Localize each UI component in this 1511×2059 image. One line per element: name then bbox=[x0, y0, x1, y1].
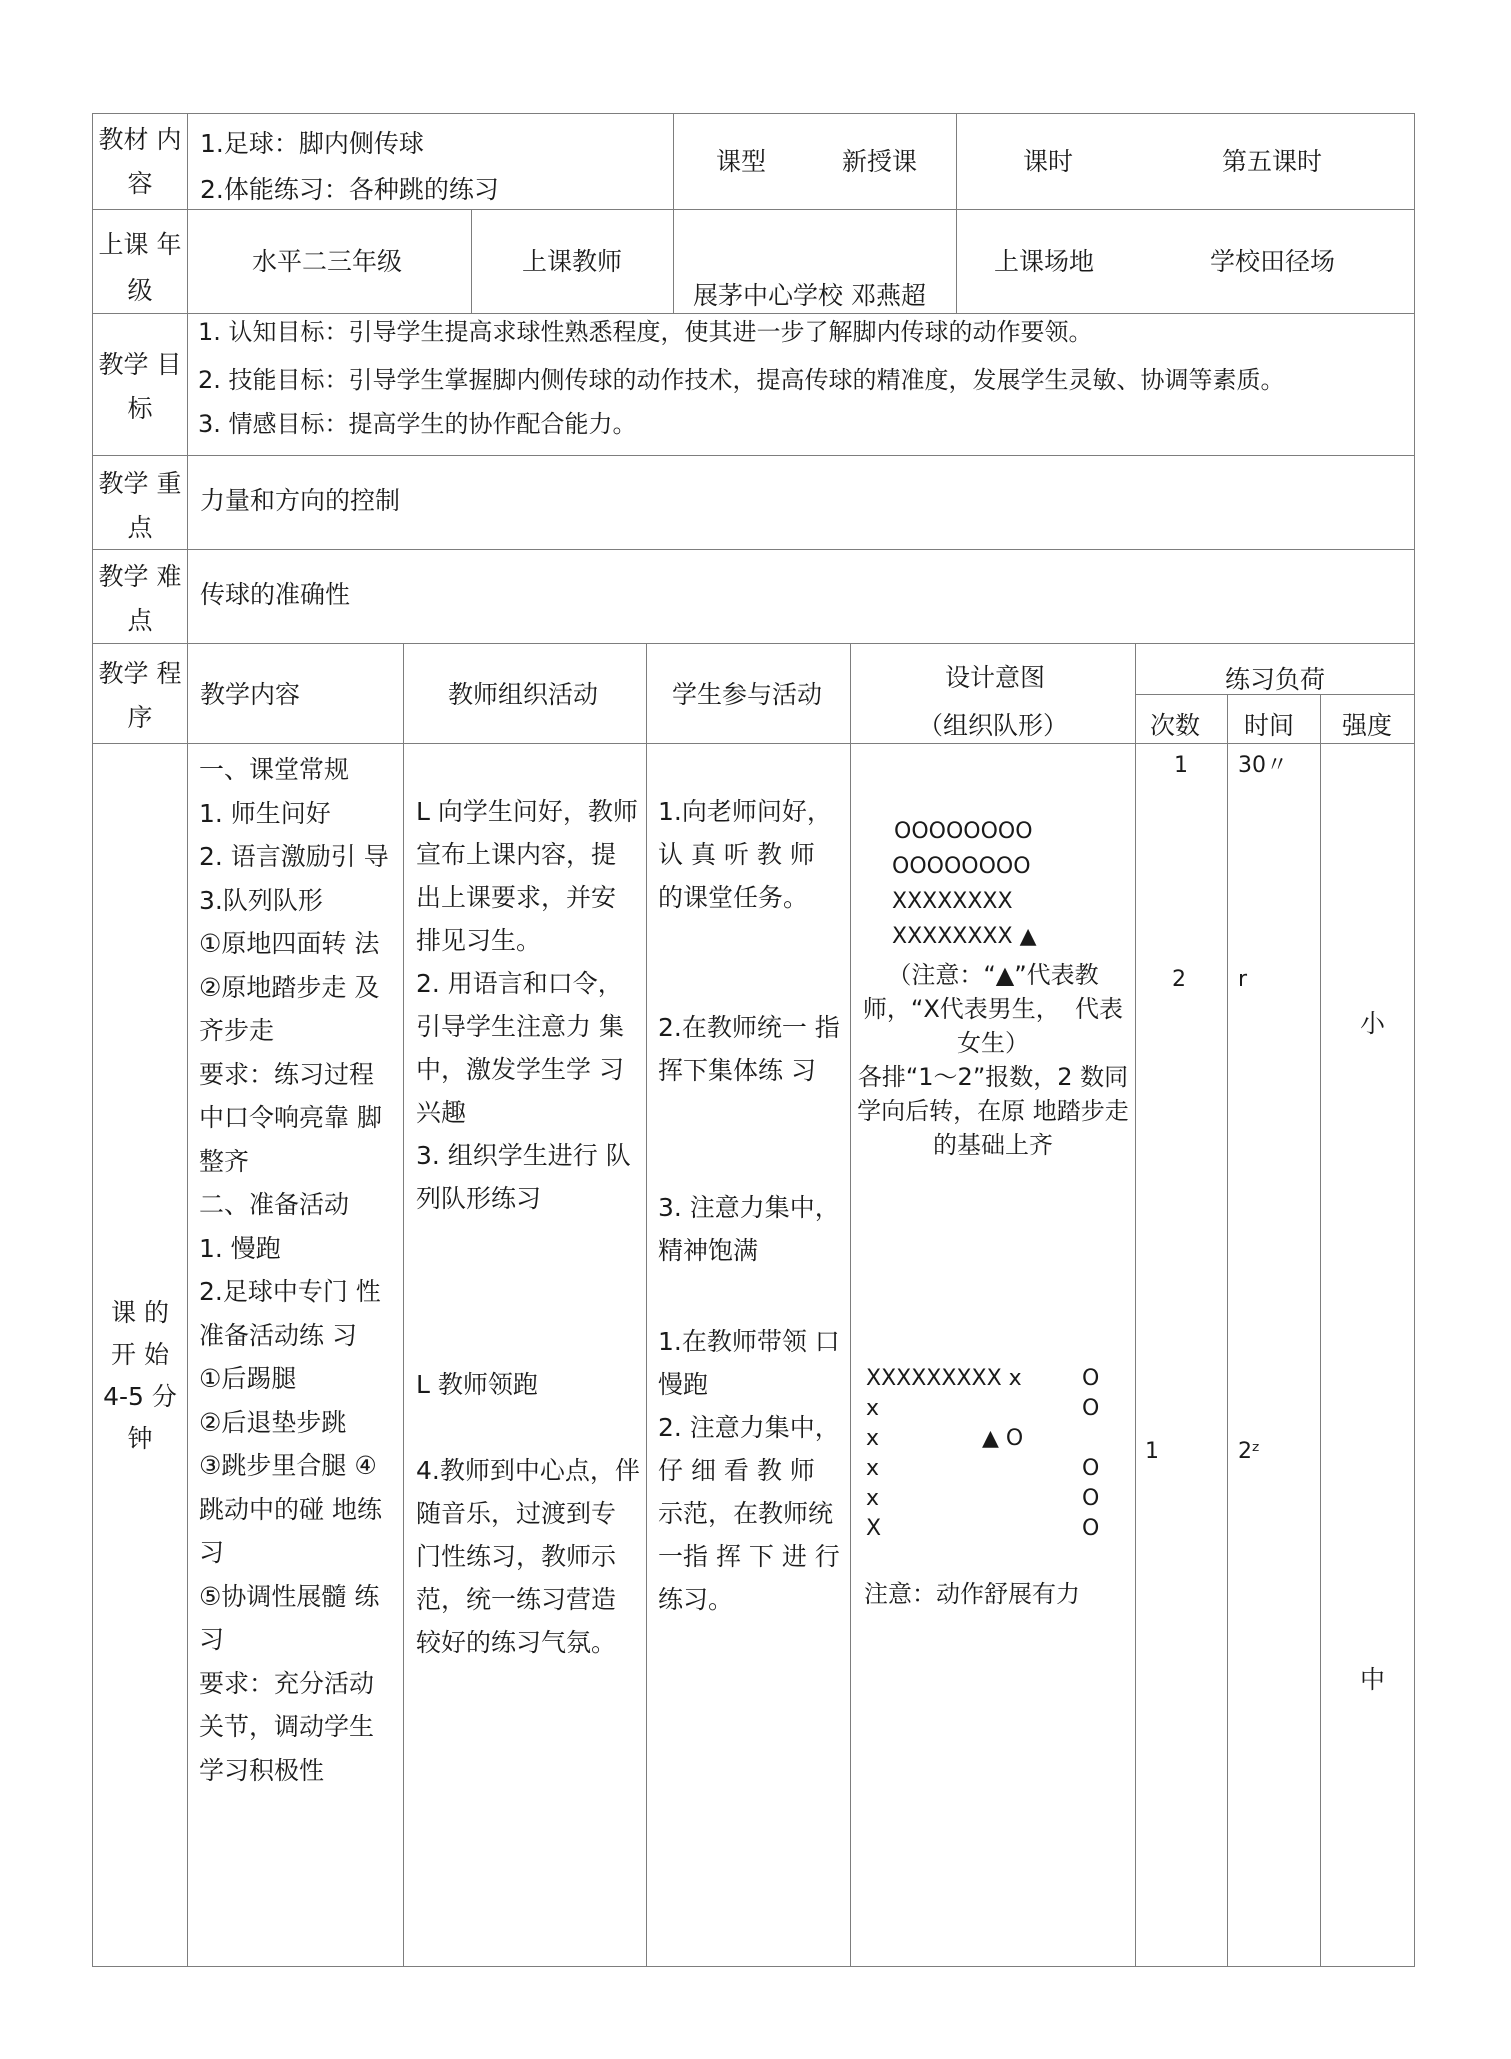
teacher-label: 上课教师 bbox=[522, 247, 623, 276]
intensity-2: 中 bbox=[1360, 1665, 1386, 1694]
key-label: 教学 重点 bbox=[98, 469, 182, 542]
time-2: r bbox=[1238, 967, 1248, 992]
formation-2-right-1: O bbox=[1082, 1366, 1100, 1391]
formation-2-left-2: x bbox=[866, 1396, 880, 1421]
formation-2-right-5: O bbox=[1082, 1486, 1100, 1511]
goal-3: 3. 情感目标：提高学生的协作配合能力。 bbox=[198, 410, 637, 438]
formation-1-row-2: OOOOOOOO bbox=[892, 854, 1031, 879]
formation-2-left-3: x bbox=[866, 1426, 880, 1451]
formation-2-right-6: O bbox=[1082, 1516, 1100, 1541]
content-line-2: 2.体能练习：各种跳的练习 bbox=[200, 175, 499, 204]
count-3: 1 bbox=[1145, 1439, 1159, 1464]
col-teacher: 教师组织活动 bbox=[448, 680, 599, 709]
cell-b-intensity bbox=[1320, 743, 1415, 1967]
col-student: 学生参与活动 bbox=[672, 680, 823, 709]
formation-1-note: （注意：“▲”代表教师，“X代表男生， 代表女生） 各排“1〜2”报数，2 数同学向后转，在原 地踏步走的基础上齐 bbox=[857, 961, 1129, 1159]
time-1: 30〃 bbox=[1238, 753, 1288, 778]
hours-value: 第五课时 bbox=[1222, 147, 1323, 176]
goal-2: 2. 技能目标：引导学生掌握脚内侧传球的动作技术，提高传球的精准度，发展学生灵敏、协调等素质。 bbox=[198, 366, 1285, 394]
goal-1: 1. 认知目标：引导学生提高求球性熟悉程度，使其进一步了解脚内传球的动作要领。 bbox=[198, 318, 1093, 346]
col-content: 教学内容 bbox=[200, 680, 301, 709]
teacher-activity-2: L 教师领跑 bbox=[416, 1370, 538, 1399]
formation-2-right-4: O bbox=[1082, 1456, 1100, 1481]
section-label: 课 的 开 始 4-5 分钟 bbox=[103, 1298, 177, 1453]
diff-label: 教学 难点 bbox=[98, 562, 182, 635]
student-activity-4: 1.在教师带领 口 慢跑 2. 注意力集中，仔 细 看 教 师 示范，在教师统一指 挥 下 进 行 练习。 bbox=[658, 1327, 840, 1614]
content-line-1: 1.足球：脚内侧传球 bbox=[200, 129, 424, 158]
hours-label: 课时 bbox=[1023, 147, 1074, 176]
formation-2-teacher: ▲ O bbox=[982, 1426, 1024, 1451]
cell-b-time bbox=[1227, 743, 1321, 1967]
content-label: 教材 内容 bbox=[98, 125, 182, 198]
count-2: 2 bbox=[1172, 967, 1186, 992]
col-procedure: 教学 程序 bbox=[98, 659, 182, 732]
formation-1-row-1: OOOOOOOO bbox=[894, 819, 1033, 844]
col-design-1: 设计意图 bbox=[945, 663, 1046, 692]
teacher-activity-3: 4.教师到中心点，伴随音乐，过渡到专门性练习，教师示范，统一练习营造较好的练习气氛。 bbox=[416, 1456, 640, 1657]
count-1: 1 bbox=[1174, 753, 1188, 778]
type-label: 课型 bbox=[716, 147, 767, 176]
grade-label: 上课 年级 bbox=[98, 230, 182, 305]
formation-2-left-4: x bbox=[866, 1456, 880, 1481]
time-3: 2ᶻ bbox=[1238, 1439, 1261, 1464]
formation-2-left-6: X bbox=[866, 1516, 882, 1541]
col-design-2: （组织队形） bbox=[918, 711, 1069, 740]
type-value: 新授课 bbox=[842, 147, 918, 176]
col-count: 次数 bbox=[1150, 711, 1201, 740]
venue-value: 学校田径场 bbox=[1210, 247, 1336, 276]
col-time: 时间 bbox=[1244, 711, 1295, 740]
teacher-value: 展茅中心学校 邓燕超 bbox=[693, 281, 926, 310]
col-intensity: 强度 bbox=[1342, 711, 1393, 740]
col-load: 练习负荷 bbox=[1225, 665, 1326, 694]
cell-b-count bbox=[1135, 743, 1228, 1967]
student-activity-2: 2.在教师统一 指挥下集体练 习 bbox=[658, 1013, 840, 1085]
student-activity-1: 1.向老师问好，认 真 听 教 师 的课堂任务。 bbox=[658, 797, 832, 912]
formation-1-row-3: XXXXXXXX bbox=[892, 889, 1013, 914]
diff-value: 传球的准确性 bbox=[200, 580, 351, 609]
cell-diff bbox=[187, 549, 1415, 644]
student-activity-3: 3. 注意力集中，精神饱满 bbox=[658, 1193, 840, 1265]
intensity-1: 小 bbox=[1360, 1009, 1386, 1038]
section-content: 一、课堂常规 1. 师生问好 2. 语言激励引 导 3.队列队形 ①原地四面转 法 ②原地踏步走 及齐步走 要求：练习过程中口令响亮靠 脚整齐 二、准备活动 1. 慢跑 2.足球中专门 性准备活动练 习 ①后踢腿 ②后退垫步跳 ③跳步里合腿 ④跳动中的碰 地练习 ⑤协调性展髓 练习 要求：充分活动关节，调动学生学习积极性 bbox=[199, 755, 389, 1785]
formation-2-note: 注意：动作舒展有力 bbox=[864, 1580, 1080, 1608]
teacher-activity-1: L 向学生问好，教师宣布上课内容，提出上课要求，并安排见习生。 2. 用语言和口令，引导学生注意力 集中，激发学生学 习兴趣 3. 组织学生进行 队列队形练习 bbox=[416, 797, 638, 1213]
formation-2-left-5: x bbox=[866, 1486, 880, 1511]
formation-1-row-4: XXXXXXXX ▲ bbox=[892, 924, 1037, 949]
formation-2-right-2: O bbox=[1082, 1396, 1100, 1421]
goals-label: 教学 目标 bbox=[98, 350, 182, 423]
formation-2-left-1: XXXXXXXXX x bbox=[866, 1366, 1022, 1391]
key-value: 力量和方向的控制 bbox=[200, 486, 401, 515]
venue-label: 上课场地 bbox=[994, 247, 1095, 276]
grade-value: 水平二三年级 bbox=[252, 247, 403, 276]
